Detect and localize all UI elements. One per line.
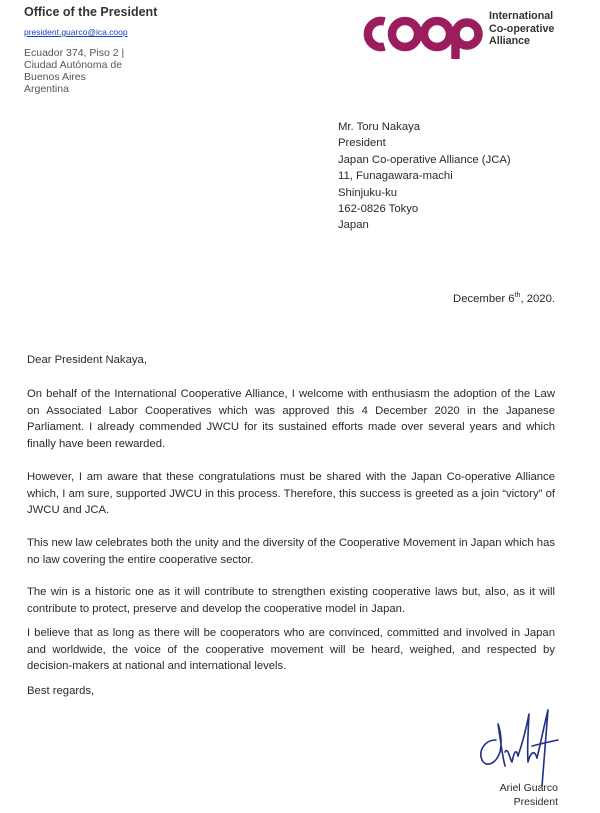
address-line: Buenos Aires (24, 71, 86, 83)
signer-name: Ariel Guarco (499, 782, 558, 794)
recipient-address (338, 119, 511, 234)
address-line: Argentina (24, 83, 69, 95)
recipient-line: 162-0826 Tokyo (338, 203, 419, 216)
signer-title: President (513, 796, 558, 808)
body-paragraph: On behalf of the International Cooperative Alliance, I welcome with enthusiasm the adoption of the Law on Associated Labor Cooperatives which was approved this 4 December 2020 in the Japanese Parliament. I already commended JWCU for its sustained efforts made over several years and which finally have been rewarded. (27, 388, 555, 450)
recipient-line: Japan Co-operative Alliance (JCA) (338, 153, 511, 166)
office-title: Office of the President (24, 5, 158, 19)
recipient-line: Shinjuku-ku (338, 186, 398, 199)
signer-block (500, 781, 558, 809)
closing: Best regards, (27, 685, 95, 697)
recipient-line: Mr. Toru Nakaya (338, 121, 421, 133)
org-line: Alliance (489, 35, 530, 47)
coop-logo (358, 9, 483, 59)
letter-date (453, 292, 555, 305)
org-name (489, 10, 554, 48)
date-rest: , 2020. (520, 292, 555, 305)
date-month: December 6 (453, 292, 515, 305)
org-line: International (489, 10, 554, 22)
recipient-line: President (338, 137, 386, 150)
address-line: Ecuador 374, Piso 2 | (24, 47, 125, 59)
body-paragraph: I believe that as long as there will be cooperators who are convinced, committed and involved in Japan and worldwide, the voice of the cooperative movement will be heard, weighed, and respected by decision-makers at national and international levels. (27, 627, 555, 672)
body-paragraph: The win is a historic one as it will contribute to strengthen existing cooperative laws but, also, as it will contribute to protect, preserve and develop the cooperative model in Japan. (27, 586, 555, 615)
address-line: Ciudad Autónoma de (24, 59, 123, 71)
email-link[interactable]: president.guarco@ica.coop (24, 27, 128, 37)
sender-address (24, 47, 124, 95)
date-suffix: th (514, 292, 521, 299)
salutation: Dear President Nakaya, (27, 354, 147, 366)
recipient-line: Japan (338, 219, 369, 232)
org-line: Co-operative (489, 22, 555, 35)
recipient-line: 11, Funagawara-machi (338, 170, 453, 183)
body-paragraph: This new law celebrates both the unity and the diversity of the Cooperative Movement in Japan which has no law covering the entire cooperative sector. (27, 537, 555, 566)
body-paragraph: However, I am aware that these congratulations must be shared with the Japan Co-operative Alliance which, I am sure, supported JWCU in this process. Therefore, this success is greeted as a join “victory” of JWCU and JCA. (27, 471, 555, 516)
